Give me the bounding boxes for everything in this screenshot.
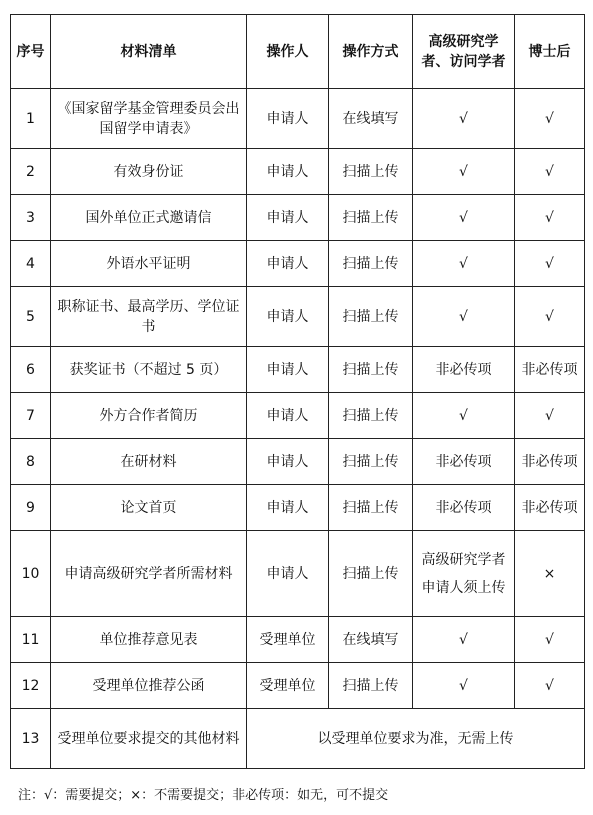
cell-senior: √ — [413, 287, 515, 347]
cell-item: 外语水平证明 — [51, 241, 247, 287]
table-row — [11, 663, 585, 709]
cell-item: 申请高级研究学者所需材料 — [51, 531, 247, 617]
cell-operator: 申请人 — [247, 439, 329, 485]
cell-no: 9 — [11, 485, 51, 531]
cell-senior: √ — [413, 393, 515, 439]
cell-senior: √ — [413, 241, 515, 287]
cell-no: 6 — [11, 347, 51, 393]
cell-operator: 受理单位 — [247, 663, 329, 709]
cell-method: 扫描上传 — [329, 287, 413, 347]
cell-item: 国外单位正式邀请信 — [51, 195, 247, 241]
cell-no: 5 — [11, 287, 51, 347]
cell-postdoc: √ — [515, 663, 585, 709]
cell-item: 有效身份证 — [51, 149, 247, 195]
header-senior-visiting: 高级研究学者、访问学者 — [413, 15, 515, 89]
table-row-last — [11, 709, 585, 769]
cell-merged-note: 以受理单位要求为准，无需上传 — [247, 709, 585, 769]
table-row — [11, 393, 585, 439]
table-row — [11, 347, 585, 393]
cell-no: 7 — [11, 393, 51, 439]
table-row — [11, 89, 585, 149]
cell-postdoc: 非必传项 — [515, 485, 585, 531]
cell-method: 扫描上传 — [329, 485, 413, 531]
cell-no: 8 — [11, 439, 51, 485]
cell-no: 10 — [11, 531, 51, 617]
table-row — [11, 149, 585, 195]
cell-method: 在线填写 — [329, 617, 413, 663]
cell-operator: 申请人 — [247, 531, 329, 617]
cell-senior: √ — [413, 89, 515, 149]
cell-no: 1 — [11, 89, 51, 149]
cell-item: 受理单位推荐公函 — [51, 663, 247, 709]
table-row — [11, 531, 585, 617]
cell-operator: 申请人 — [247, 347, 329, 393]
cell-operator: 受理单位 — [247, 617, 329, 663]
cell-method: 扫描上传 — [329, 393, 413, 439]
cell-no: 12 — [11, 663, 51, 709]
cell-postdoc: √ — [515, 393, 585, 439]
cell-method: 扫描上传 — [329, 195, 413, 241]
cell-item: 在研材料 — [51, 439, 247, 485]
cell-item: 论文首页 — [51, 485, 247, 531]
cell-method: 扫描上传 — [329, 241, 413, 287]
table-body — [11, 89, 585, 769]
cell-item: 单位推荐意见表 — [51, 617, 247, 663]
cell-postdoc: √ — [515, 241, 585, 287]
cell-operator: 申请人 — [247, 485, 329, 531]
cell-senior: 非必传项 — [413, 347, 515, 393]
cell-method: 扫描上传 — [329, 663, 413, 709]
cell-postdoc: √ — [515, 287, 585, 347]
cell-senior: √ — [413, 663, 515, 709]
table-row — [11, 287, 585, 347]
cell-operator: 申请人 — [247, 393, 329, 439]
table-row — [11, 195, 585, 241]
cell-postdoc: √ — [515, 617, 585, 663]
table-row — [11, 241, 585, 287]
cell-method: 在线填写 — [329, 89, 413, 149]
header-item: 材料清单 — [51, 15, 247, 89]
cell-senior: √ — [413, 617, 515, 663]
cell-operator: 申请人 — [247, 149, 329, 195]
cell-postdoc: √ — [515, 195, 585, 241]
cell-no: 11 — [11, 617, 51, 663]
cell-item: 获奖证书（不超过 5 页） — [51, 347, 247, 393]
cell-postdoc: 非必传项 — [515, 347, 585, 393]
cell-senior: √ — [413, 195, 515, 241]
cell-method: 扫描上传 — [329, 439, 413, 485]
cell-postdoc: √ — [515, 89, 585, 149]
cell-operator: 申请人 — [247, 89, 329, 149]
materials-table — [10, 14, 585, 769]
cell-item: 外方合作者简历 — [51, 393, 247, 439]
cell-no: 3 — [11, 195, 51, 241]
cell-item: 《国家留学基金管理委员会出国留学申请表》 — [51, 89, 247, 149]
cell-operator: 申请人 — [247, 241, 329, 287]
footnote: 注：√：需要提交；×：不需要提交；非必传项：如无，可不提交 — [18, 788, 389, 803]
header-row — [11, 15, 585, 89]
header-method: 操作方式 — [329, 15, 413, 89]
cell-method: 扫描上传 — [329, 347, 413, 393]
cell-no: 4 — [11, 241, 51, 287]
cell-item: 受理单位要求提交的其他材料 — [51, 709, 247, 769]
cell-postdoc: × — [515, 531, 585, 617]
cell-item: 职称证书、最高学历、学位证书 — [51, 287, 247, 347]
cell-no: 13 — [11, 709, 51, 769]
cell-method: 扫描上传 — [329, 149, 413, 195]
cell-postdoc: √ — [515, 149, 585, 195]
cell-operator: 申请人 — [247, 195, 329, 241]
cell-operator: 申请人 — [247, 287, 329, 347]
table-row — [11, 617, 585, 663]
header-operator: 操作人 — [247, 15, 329, 89]
header-postdoc: 博士后 — [515, 15, 585, 89]
cell-postdoc: 非必传项 — [515, 439, 585, 485]
header-no: 序号 — [11, 15, 51, 89]
cell-senior: 非必传项 — [413, 485, 515, 531]
cell-senior: √ — [413, 149, 515, 195]
cell-senior: 非必传项 — [413, 439, 515, 485]
cell-method: 扫描上传 — [329, 531, 413, 617]
table-row — [11, 439, 585, 485]
table-row — [11, 485, 585, 531]
cell-senior: 高级研究学者申请人须上传 — [413, 531, 515, 617]
cell-no: 2 — [11, 149, 51, 195]
